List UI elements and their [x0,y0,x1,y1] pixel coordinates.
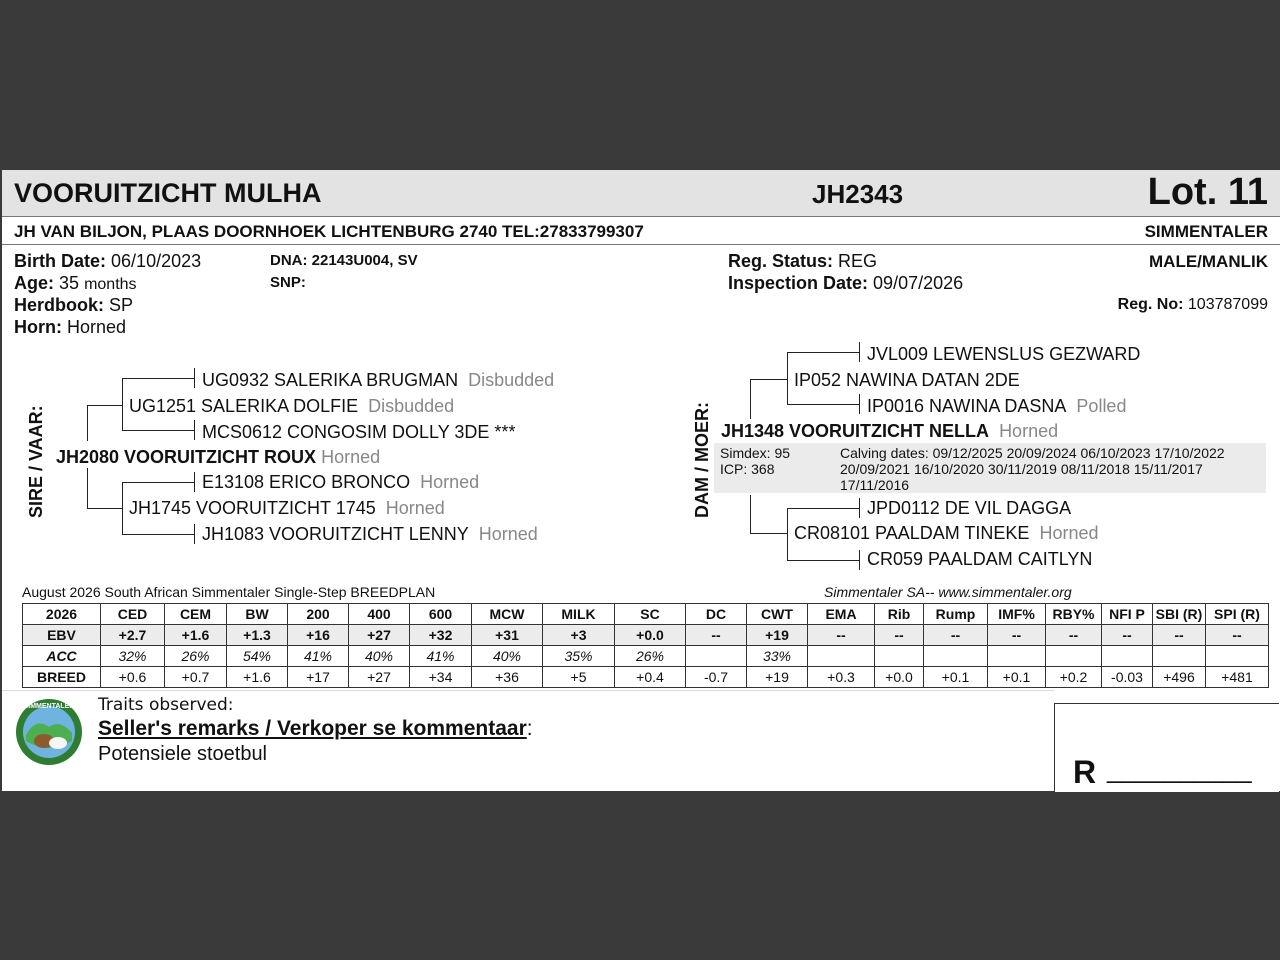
breed-cell: +0.3 [808,667,875,688]
sire-dam-sire: E13108 ERICO BRONCO Horned [202,472,480,492]
calving-dates-1: Calving dates: 09/12/2025 20/09/2024 06/10/2023 17/10/2022 [840,445,1225,461]
columns-cell: IMF% [988,604,1046,625]
breed-cell: +34 [410,667,472,688]
breed-cell: +36 [472,667,543,688]
columns-cell: 2026 [23,604,101,625]
columns-cell: CWT [747,604,808,625]
sire-label: SIRE / VAAR: [26,405,46,518]
breed-cell: +17 [288,667,349,688]
ebv-row [23,625,1269,646]
breed-name: SIMMENTALER [1144,222,1268,241]
calving-box [714,443,1266,493]
sex: MALE/MANLIK [1149,252,1268,271]
acc-cell: 32% [101,646,165,667]
breed-cell: BREED [23,667,101,688]
acc-cell: 26% [615,646,686,667]
acc-cell: 41% [288,646,349,667]
columns-cell: 200 [288,604,349,625]
breed-cell: -0.03 [1102,667,1153,688]
ebv-cell: -- [686,625,747,646]
ebv-cell: +3 [543,625,615,646]
columns-cell: 400 [349,604,410,625]
dam-dam-dam: CR059 PAALDAM CAITLYN [867,549,1093,569]
ebv-header-row [23,604,1269,625]
acc-cell [988,646,1046,667]
acc-cell: 54% [227,646,288,667]
dam-sire: IP052 NAWINA DATAN 2DE [794,370,1020,390]
owner-band [2,217,1280,245]
columns-cell: RBY% [1046,604,1102,625]
breed-cell: +19 [747,667,808,688]
ebv-cell: -- [924,625,988,646]
ebv-cell: -- [1153,625,1206,646]
sire-name: JH2080 VOORUITZICHT ROUX Horned [56,447,381,467]
dna-info: DNA: 22143U004, SV [270,252,418,269]
columns-cell: BW [227,604,288,625]
dam-sire-sire: JVL009 LEWENSLUS GEZWARD [867,344,1141,364]
price-box[interactable] [1054,703,1279,792]
sire-dam-dam: JH1083 VOORUITZICHT LENNY Horned [202,524,538,544]
age: Age: 35 months [14,273,137,293]
simdex: Simdex: 95 [720,445,791,461]
acc-cell: 33% [747,646,808,667]
ebv-cell: +27 [349,625,410,646]
breed-cell: +496 [1153,667,1206,688]
owner-info: JH VAN BILJON, PLAAS DOORNHOEK LICHTENBURG 2740 TEL:27833799307 [14,222,644,241]
ebv-cell: +1.3 [227,625,288,646]
breed-cell: +0.7 [165,667,227,688]
calving-dates-3: 17/11/2016 [840,477,910,493]
acc-cell [875,646,924,667]
ebv-cell: -- [1206,625,1269,646]
breed-cell: +0.1 [988,667,1046,688]
acc-cell: 26% [165,646,227,667]
ebv-cell: +2.7 [101,625,165,646]
acc-cell: 40% [472,646,543,667]
reg-number: Reg. No: 103787099 [1117,296,1268,313]
breed-cell: +0.4 [615,667,686,688]
dam-label: DAM / MOER: [692,402,712,518]
ebv-cell: +31 [472,625,543,646]
herdbook: Herdbook: SP [14,295,134,315]
columns-cell: NFI P [1102,604,1153,625]
lot-card [2,170,1280,791]
birth-date: Birth Date: 06/10/2023 [14,251,202,271]
columns-cell: Rump [924,604,988,625]
reg-status: Reg. Status: REG [728,251,878,271]
sire-sire-sire: UG0932 SALERIKA BRUGMAN Disbudded [202,370,555,390]
ebv-cell: -- [808,625,875,646]
ebv-cell: +16 [288,625,349,646]
breed-cell: +5 [543,667,615,688]
breed-cell: +27 [349,667,410,688]
ebv-cell: -- [1046,625,1102,646]
breed-cell: -0.7 [686,667,747,688]
columns-cell: SPI (R) [1206,604,1269,625]
columns-cell: MILK [543,604,615,625]
ebv-cell: +1.6 [165,625,227,646]
remarks-heading: Seller's remarks / Verkoper se kommentaar: [98,717,533,740]
lot-number: Lot. 11 [1147,171,1268,213]
acc-cell [1046,646,1102,667]
sire-dam: JH1745 VOORUITZICHT 1745 Horned [129,498,445,518]
breed-cell: +0.0 [875,667,924,688]
breed-cell: +481 [1206,667,1269,688]
dam-name: JH1348 VOORUITZICHT NELLA Horned [721,421,1059,441]
acc-cell: 41% [410,646,472,667]
acc-cell: ACC [23,646,101,667]
title-band [2,170,1280,217]
breed-cell: +0.1 [924,667,988,688]
logo-text: SIMMENTALER [23,703,75,710]
price-currency: R [1073,754,1097,790]
acc-cell [808,646,875,667]
ebv-table [22,603,1269,688]
ebv-cell: EBV [23,625,101,646]
columns-cell: EMA [808,604,875,625]
inspection-date: Inspection Date: 09/07/2026 [728,273,964,293]
sire-sire: UG1251 SALERIKA DOLFIE Disbudded [129,396,455,416]
animal-name: VOORUITZICHT MULHA [14,178,322,208]
ebv-cell: -- [875,625,924,646]
snp-info: SNP: [270,274,306,291]
ebv-cell: +0.0 [615,625,686,646]
acc-cell: 35% [543,646,615,667]
remarks-value: Potensiele stoetbul [98,743,268,765]
dam-dam-sire: JPD0112 DE VIL DAGGA [867,498,1072,518]
breed-cell: +0.6 [101,667,165,688]
sire-sire-dam: MCS0612 CONGOSIM DOLLY 3DE *** [202,422,516,442]
columns-cell: CED [101,604,165,625]
breed-row [23,667,1269,688]
acc-row [23,646,1269,667]
acc-cell [1206,646,1269,667]
animal-id: JH2343 [812,179,904,209]
acc-cell [686,646,747,667]
ebv-cell: +32 [410,625,472,646]
columns-cell: Rib [875,604,924,625]
dam-dam: CR08101 PAALDAM TINEKE Horned [794,523,1099,543]
simmentaler-logo [14,697,84,767]
dam-sire-dam: IP0016 NAWINA DASNA Polled [867,396,1127,416]
horn-status: Horn: Horned [14,317,127,337]
acc-cell [924,646,988,667]
traits-observed: Traits observed: [98,695,234,715]
ebv-cell: +19 [747,625,808,646]
columns-cell: SBI (R) [1153,604,1206,625]
breed-cell: +1.6 [227,667,288,688]
acc-cell [1153,646,1206,667]
ebv-cell: -- [1102,625,1153,646]
columns-cell: DC [686,604,747,625]
icp: ICP: 368 [720,461,775,477]
breedplan-site: Simmentaler SA-- www.simmentaler.org [824,584,1072,600]
price-blank: __________ [1107,754,1252,784]
columns-cell: 600 [410,604,472,625]
columns-cell: MCW [472,604,543,625]
columns-cell: SC [615,604,686,625]
breedplan-title: August 2026 South African Simmentaler Single-Step BREEDPLAN [22,584,436,600]
calving-dates-2: 20/09/2021 16/10/2020 30/11/2019 08/11/2018 15/11/2017 [840,461,1203,477]
columns-cell: CEM [165,604,227,625]
ebv-cell: -- [988,625,1046,646]
breed-cell: +0.2 [1046,667,1102,688]
acc-cell: 40% [349,646,410,667]
acc-cell [1102,646,1153,667]
